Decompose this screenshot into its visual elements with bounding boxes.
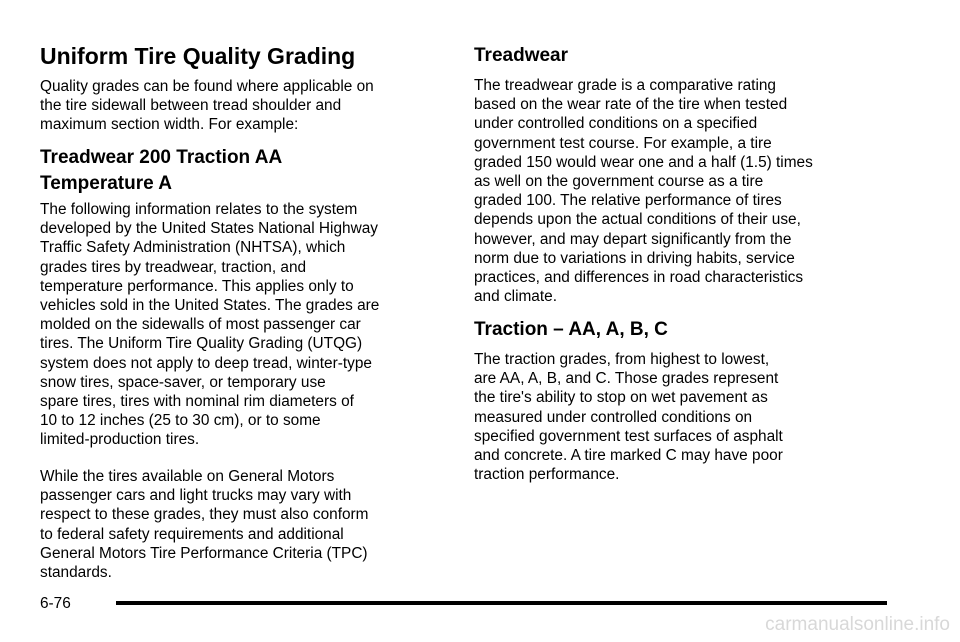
page-number: 6-76 (40, 595, 71, 612)
example-grade-line-1: Treadwear 200 Traction AA (40, 147, 283, 168)
nhtsa-paragraph: The following information relates to the system developed by the United States National Highway Traffic Safety Administration (NHTSA), which grades tires by treadwear, traction, and temperature performance. This applies only to vehicles sold in the United States. The grades are molded on the sidewalls of most passenger car tires. The Uniform Tire Quality Grading (UTQG) system does not apply to deep tread, winter-type snow tires, space-saver, or temporary use spare tires, tires with nominal rim diameters of 10 to 12 inches (25 to 30 cm), or to some limited-production tires. (40, 201, 380, 449)
traction-paragraph: The traction grades, from highest to lowest, are AA, A, B, and C. Those grades represent the tire's ability to stop on wet pavement as measured under controlled conditions on specified government test surfaces of asphalt and concrete. A tire marked C may have poor traction performance. (474, 351, 783, 484)
example-grade-line-2: Temperature A (40, 173, 172, 194)
gm-paragraph: While the tires available on General Motors passenger cars and light trucks may vary with respect to these grades, they must also conform to federal safety requirements and additional General Motors Tire Performance Criteria (TPC) standards. (40, 468, 369, 582)
treadwear-heading: Treadwear (474, 45, 568, 66)
footer-rule (116, 601, 887, 605)
intro-paragraph: Quality grades can be found where applicable on the tire sidewall between tread shoulder and maximum section width. For example: (40, 78, 374, 134)
watermark-text: carmanualsonline.info (765, 614, 950, 635)
treadwear-paragraph: The treadwear grade is a comparative rating based on the wear rate of the tire when tested under controlled conditions on a specified government test course. For example, a tire graded 150 would wear one and a half (1.5) times as well on the government course as a tire graded 100. The relative performance of tires depends upon the actual conditions of their use, however, and may depart significantly from the norm due to variations in driving habits, service practices, and differences in road characteristics and climate. (474, 77, 813, 306)
section-heading-utqg: Uniform Tire Quality Grading (40, 43, 356, 69)
traction-heading: Traction – AA, A, B, C (474, 319, 668, 340)
